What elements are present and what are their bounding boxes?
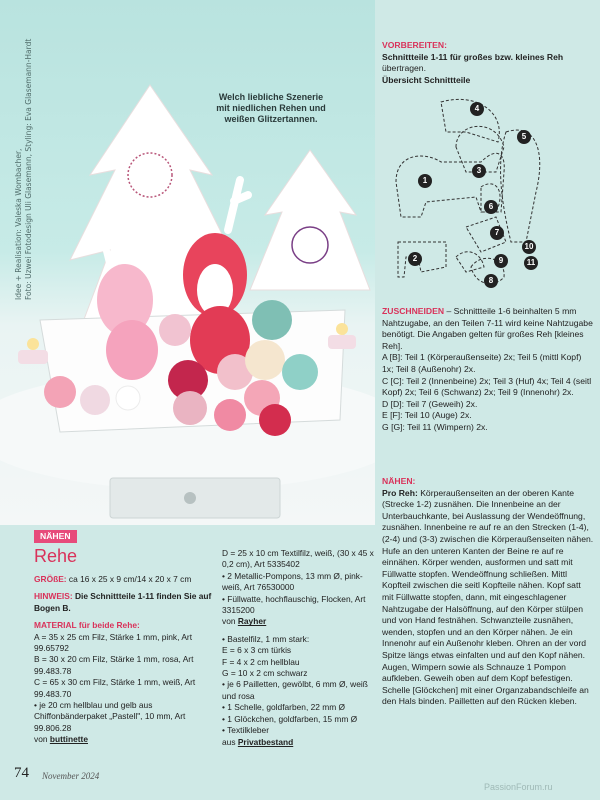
- page-title: Rehe: [34, 546, 78, 566]
- issue-date: November 2024: [42, 771, 100, 781]
- naehen-label: NÄHEN:: [382, 476, 416, 486]
- reh-pink-body: [106, 320, 158, 380]
- zuschneiden-intro: [382, 306, 594, 352]
- pattern-number: 2: [408, 252, 422, 266]
- vorbereiten-label: VORBEREITEN:: [382, 40, 447, 50]
- pattern-number: 1: [418, 174, 432, 188]
- page-number: 74: [14, 765, 29, 781]
- pattern-number: 11: [524, 256, 538, 270]
- pattern-number: 6: [484, 200, 498, 214]
- material-item: • je 20 cm hellblau und gelb aus Chiffonbänderpaket „Pastell", 10 mm, Art 99.806.28: [34, 700, 186, 733]
- source-prefix: von: [222, 616, 238, 627]
- hint-line: [34, 591, 212, 614]
- candle: [18, 350, 48, 364]
- ball: [214, 399, 246, 431]
- source-prefix: von: [34, 734, 50, 745]
- vorbereiten-line: Schnittteile 1-11 für großes bzw. kleines Reh: [382, 51, 564, 62]
- vorbereiten-line: übertragen.: [382, 63, 426, 74]
- candle: [328, 335, 356, 349]
- felt-tree-small: [250, 150, 370, 290]
- size-value: ca 16 x 25 x 9 cm/14 x 20 x 7 cm: [66, 574, 192, 584]
- size-line: [34, 574, 212, 585]
- source-line: [222, 737, 382, 748]
- material-item: • Textilkleber: [222, 725, 269, 736]
- material-item: • Bastelfilz, 1 mm stark:: [222, 633, 310, 644]
- material-label: MATERIAL für beide Rehe:: [34, 620, 140, 631]
- zuschneiden-label: ZUSCHNEIDEN: [382, 306, 445, 316]
- credit-line: Idee + Realisation: Valeska Wombacher,: [14, 148, 23, 300]
- photo-credit: [14, 40, 34, 300]
- caption-line: Welch liebliche Szenerie: [218, 92, 324, 102]
- material-item: B = 30 x 20 cm Filz, Stärke 1 mm, rosa, Art 99.483.78: [34, 654, 194, 676]
- caption-line: mit niedlichen Rehen und: [216, 103, 326, 113]
- pattern-number: 5: [517, 130, 531, 144]
- category-badge: NÄHEN: [34, 530, 77, 543]
- naehen-lead: Pro Reh:: [382, 487, 418, 498]
- credit-line: Foto: Uzwei Fotodesign Uli Glasemann, Styling: Eva Glasemann-Hardt: [24, 38, 33, 300]
- material-item: • 1 Schelle, goldfarben, 22 mm Ø: [222, 702, 346, 713]
- pattern-number: 8: [484, 274, 498, 288]
- brand-link[interactable]: Privatbestand: [237, 736, 294, 747]
- zuschneiden-line: E [F]: Teil 10 (Auge) 2x.: [382, 410, 472, 421]
- material-item: F = 4 x 2 cm hellblau: [222, 656, 300, 667]
- material-item: • je 6 Pailletten, gewölbt, 6 mm Ø, weiß und rosa: [222, 679, 368, 701]
- drawer-knob: [184, 492, 196, 504]
- pattern-overview: [386, 92, 556, 302]
- source-line: [34, 734, 212, 745]
- caption-line: weißen Glitzertannen.: [224, 114, 318, 124]
- pattern-number: 4: [470, 102, 484, 116]
- ball: [252, 300, 292, 340]
- size-label: GRÖßE:: [34, 574, 67, 584]
- photo-scene: [0, 0, 375, 525]
- zuschneiden-line: D [D]: Teil 7 (Geweih) 2x.: [382, 398, 478, 409]
- hint-value: Die Schnittteile 1-11 finden Sie auf Bogen B.: [34, 591, 212, 613]
- pattern-outlines: [386, 92, 556, 302]
- pattern-number: 10: [522, 240, 536, 254]
- zuschneiden-line: A [B]: Teil 1 (Körperaußenseite) 2x; Teil 5 (mittl Kopf) 1x; Teil 8 (Außenohr) 2x.: [382, 352, 582, 374]
- candle-flame: [336, 323, 348, 335]
- naehen-section: [382, 476, 594, 708]
- pattern-piece-9: [456, 252, 484, 272]
- material-section-2: [222, 548, 382, 748]
- material-item: • 2 Metallic-Pompons, 13 mm Ø, pink-weiß, Art 76530000: [222, 570, 363, 593]
- zuschneiden-line: C [C]: Teil 2 (Innenbeine) 2x; Teil 3 (Huf) 4x; Teil 4 (seitl Kopf) 2x; Teil 6 (Schwanz) 2x; Teil 9 (Innenohr) 2x.: [382, 375, 592, 398]
- schema-heading: Übersicht Schnittteile: [382, 74, 471, 85]
- source-prefix: aus: [222, 736, 238, 747]
- hint-label: HINWEIS:: [34, 591, 73, 602]
- source-line: [222, 616, 382, 627]
- material-item-text: je 20 cm hellblau und gelb aus Chiffonbänderpaket „Pastell", 10 mm, Art 99.806.28: [34, 700, 186, 733]
- ball: [173, 391, 207, 425]
- material-item: • 1 Glöckchen, goldfarben, 15 mm Ø: [222, 713, 358, 724]
- pattern-number: 9: [494, 254, 508, 268]
- pattern-number: 7: [490, 226, 504, 240]
- material-item: A = 35 x 25 cm Filz, Stärke 1 mm, pink, Art 99.65792: [34, 631, 193, 654]
- pattern-number: 3: [472, 164, 486, 178]
- naehen-text: Körperaußenseiten an der oberen Kante (Strecke 1-2) zusnähen. Die Innenbeine an der Unterbauchkante, bei Auslassung der Wendeöffnung, zusnähen. Innenbeine re auf re an den Strecken (1-4), (2-4) und (3-3) zwischen die Körperaußenseiten nähen. Hufe an den unteren Kanten der Beine re auf re einnähen. Körper wenden, ausformen und satt mit Füllwatte stopfen. Wendeöffnung schließen. Mittl Kopfteil zwischen die seitl Kopfteile nähen. Kopf satt mit Füllwatte stopfen, dann, mit eingeschlagener Nahtzugabe der Halsöffnung, auf den Körper stülpen und von Hand festnähen. Schwanzteile zusnähen, wenden, stopfen und an den Körper nähen. Je ein Innenohr auf ein Außenohr kleben. Ohren an der vord Spitze längs etwas einfalten und auf den Kopf nähen. Augen, Wimpern sowie als Schnauze 1 Pompon aufkleben. Geweih oben auf dem Kopf befestigen. Schelle [Glöckchen] mit einer Organzabandschleife an den Hals binden. Pailletten auf den Rücken kleben.: [382, 487, 594, 707]
- candle-flame: [27, 338, 39, 350]
- ball: [282, 354, 318, 390]
- material-section: [34, 574, 212, 746]
- ball: [159, 314, 191, 346]
- material-item: G = 10 x 2 cm schwarz: [222, 668, 308, 679]
- zuschneiden-text: – Schnittteile 1-6 beinhalten 5 mm Nahtzugabe, an den Teilen 7-11 wird keine Nahtzugabe benötigt. Die Angaben gelten für großes Reh [kleines Reh].: [382, 306, 593, 351]
- ball: [259, 404, 291, 436]
- pompon: [116, 386, 140, 410]
- material-item: C = 65 x 30 cm Filz, Stärke 1 mm, weiß, Art 99.483.70: [34, 677, 196, 699]
- material-item: D = 25 x 10 cm Textilfilz, weiß, (30 x 45 x 0,2 cm), Art 5335402: [222, 548, 374, 570]
- brand-link[interactable]: buttinette: [49, 734, 88, 745]
- vorbereiten-section: [382, 40, 594, 86]
- ball: [245, 340, 285, 380]
- zuschneiden-line: G [G]: Teil 11 (Wimpern) 2x.: [382, 421, 488, 432]
- brand-link[interactable]: Rayher: [237, 616, 267, 627]
- ball: [44, 376, 76, 408]
- material-item: • Füllwatte, hochflauschig, Flocken, Art 3315200: [222, 593, 366, 616]
- photo-caption: [212, 92, 330, 125]
- ball: [80, 385, 110, 415]
- zuschneiden-section: [382, 306, 594, 434]
- naehen-instructions: [382, 488, 594, 708]
- craft-photo: [0, 0, 375, 525]
- material-item: E = 6 x 3 cm türkis: [222, 645, 292, 656]
- pattern-piece-2: [398, 242, 446, 277]
- watermark: PassionForum.ru: [484, 782, 553, 792]
- pattern-piece-5: [501, 130, 540, 242]
